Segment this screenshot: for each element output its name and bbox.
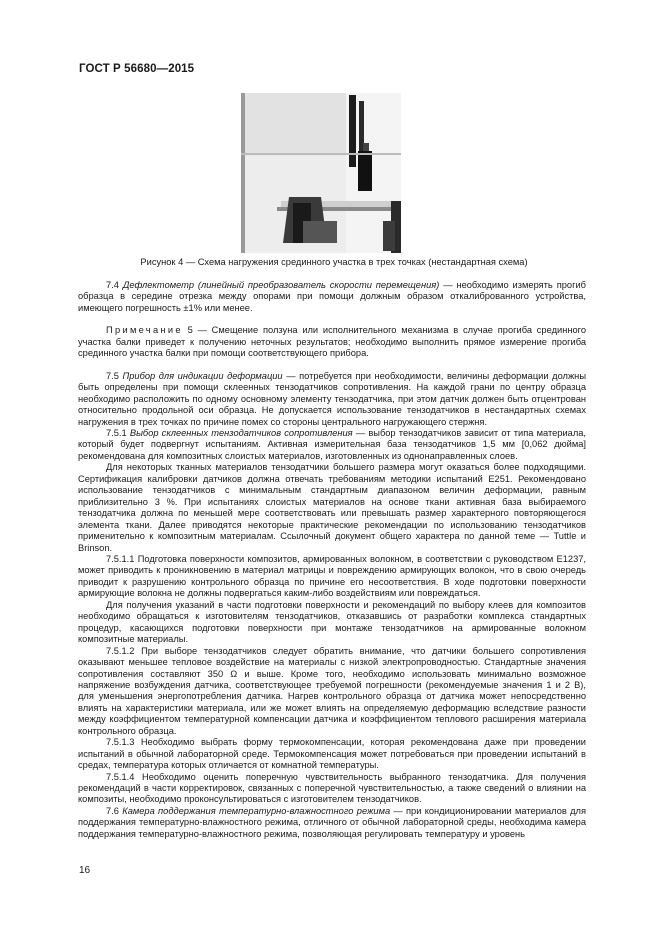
paragraph-text: — выбор тензодатчиков зависит от типа материала, который будет подвергнут испытаниям. Активная измерительная база тензодатчиков 1,5 мм [0,062 дюйма] рекомендована для композитных слоистых материалов, изготовленных из однонаправленных слоев. [78,427,587,461]
paragraph-7-5-1 [78,428,586,462]
figure-photo [241,93,401,253]
paragraph-text: 7.5.1.4 Необходимо оценить поперечную чувствительность выбранного тензодатчика. Для получения рекомендаций в части корректировок, связанных с поперечной чувствительностью, а также сведений о влиянии на композиты, необходимо проконсультироваться с изготовителем тензодатчиков. [78,771,586,805]
paragraph-text: — при кондиционировании материалов для поддержания температурно-влажностного режима, отличного от обычной лабораторной среды, необходима камера поддержания температурно-влажностного режима, позволяющая регулировать температуру и уровень [78,805,586,839]
figure-caption: Рисунок 4 — Схема нагружения срединного участка в трех точках (нестандартная схема) [140,257,528,267]
term-italic: Прибор для индикации деформации [122,370,283,381]
paragraph-number: 7.6 [106,805,123,816]
paragraph-text: Для получения указаний в части подготовки поверхности и рекомендаций по выбору клеев для композитов необходимо обращаться к изготовителям тензодатчиков, отказавшись от разработки комплекса стандартных процедур, касающихся подготовки поверхности при монтаже тензодатчиков на армированные волокном композитные материалы. [78,599,586,645]
paragraph-text: 7.5.1.2 При выборе тензодатчиков следует обратить внимание, что датчики большего сопротивления оказывают меньшее тепловое воздействие на материалы с низкой электропроводностью. Стандартные значения сопротивления составляют 350 Ω и выше. Кроме того, необходимо использовать минимально возможное напряжение возбуждения датчика, соответствующее требуемой погрешности (рекомендуемые значения 1 и 2 В), для уменьшения энергопотребления датчика. Нагрев контрольного образца от датчика может непосредственно влиять на характеристики материала, или же может влиять на определяемую деформацию вследствие разности между коэффициентом температурной компенсации датчика и коэффициентом теплового расширения материала контрольного образца. [78,645,586,736]
paragraph-7-5-1-2 [78,646,586,738]
paragraph-7-6 [78,806,586,840]
paragraph-7-5-1-b [78,462,586,554]
paragraph-7-5-1-1 [78,554,586,600]
document-header: ГОСТ Р 56680—2015 [79,63,195,75]
paragraph-text: — необходимо измерять прогиб образца в середине отрезка между опорами при помощи должным образом откалиброванного устройства, имеющего погрешность ±1% или менее. [78,280,586,313]
note-text: 5 — Смещение ползуна или исполнительного механизма в случае прогиба срединного участка балки приведет к получению неточных результатов; необходимо выполнить прямое измерение прогиба срединного участка балки при помощи соответствующего прибора. [78,325,586,359]
paragraph-text: 7.5.1.1 Подготовка поверхности композитов, армированных волокном, в соответствии с руководством Е1237, может приводить к проникновению в материал матрицы и повреждению армирующих волокон, что в свою очередь приводит к разрушению контрольного образца по причине его несоответствия. В ходе подготовки поверхности армирующие волокна не должны подвергаться каким-либо воздействиям или повреждаться. [78,553,586,599]
term-italic: Дефлектометр (линейный преобразователь скорости перемещения) [122,280,440,290]
paragraph-number: 7.4 [106,280,123,290]
paragraph-7-4 [78,280,586,314]
paragraph-number: 7.5.1 [106,427,130,438]
note-label: Примечание [106,325,183,336]
paragraph-number: 7.5 [106,370,123,381]
page-number: 16 [79,865,91,876]
paragraph-text: Для некоторых тканных материалов тензодатчики большего размера могут оказаться более подходящими. Сертификация калибровки датчиков должна отвечать требованиям методики испытаний Е251. Рекомендовано использование тензодатчиков с минимальным стандартным диапазоном величин деформации, равным приблизительно 3 %. При испытаниях слоистых материалов на основе ткани активная база выбираемого тензодатчика должна по меньшей мере соответствовать или превышать размер характерного повторяющегося элемента ткани. Далее приводятся некоторые практические рекомендации по использованию тензодатчиков применительно к композитным материалам. Ссылочный документ общего характера по данной теме — Tuttle и Brinson. [78,462,586,553]
term-italic: Камера поддержания температурно-влажностного режима [122,805,391,816]
paragraph-7-5-1-4 [78,772,586,806]
paragraph-7-5-1-1-b [78,600,586,646]
term-italic: Выбор склеенных тензодатчиков сопротивления [129,427,353,438]
paragraph-text: — потребуется при необходимости, величины деформации должны быть определены при помощи склеенных тензодатчиков сопротивления. На каждой грани по центру образца необходимо расположить по одному основному элементу тензодатчика, при этом датчик должен быть отцентрован относительно продольной оси образца. Не допускается использование тензодатчиков в нестандартных схемах нагружения в трех точках по причине помех со стороны центрального нагружающего стержня. [78,370,587,427]
paragraph-7-5-1-3 [78,737,586,771]
paragraph-7-5 [78,371,586,428]
note-5 [78,325,586,359]
document-body [78,280,586,840]
paragraph-text: 7.5.1.3 Необходимо выбрать форму термокомпенсации, которая рекомендована даже при проведении испытаний в обычной лабораторной среде. Термокомпенсация может потребоваться при проведении испытаний в средах, температура которых отличается от комнатной температуры. [78,737,586,771]
